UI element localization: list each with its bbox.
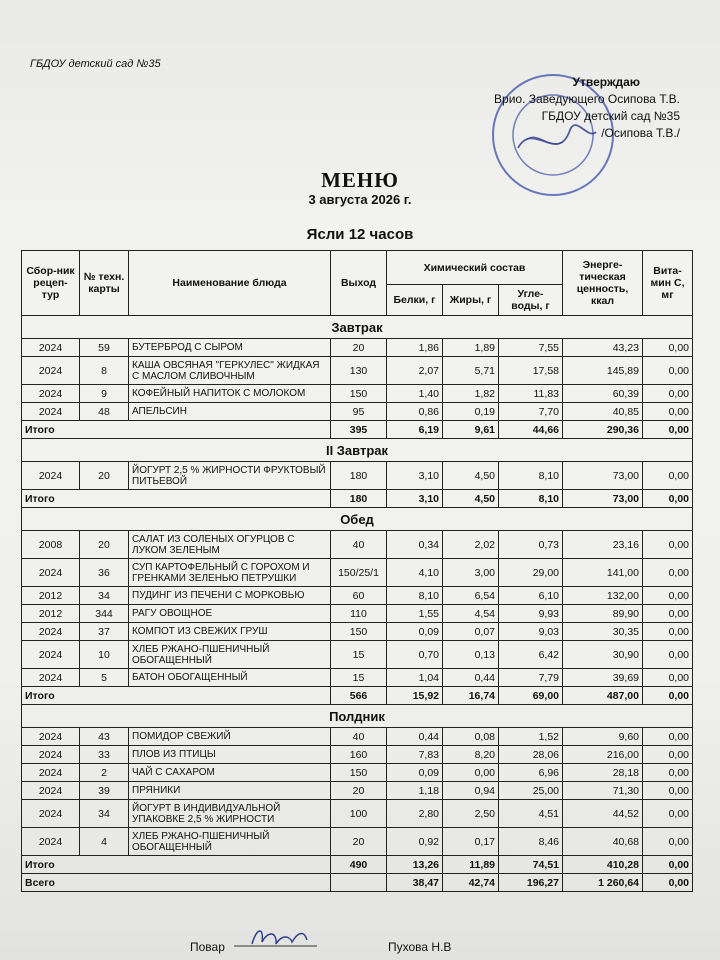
table-row xyxy=(22,728,693,746)
table-cell: 73,00 xyxy=(563,462,643,490)
table-cell: 0,00 xyxy=(643,559,693,587)
approval-line: /Осипова Т.В./ xyxy=(601,126,680,140)
table-cell: 29,00 xyxy=(499,559,563,587)
table-cell: 150/25/1 xyxy=(331,559,387,587)
total-cell: 490 xyxy=(331,856,387,874)
table-cell: 2024 xyxy=(22,782,80,800)
table-cell: 39 xyxy=(80,782,129,800)
col-energy: Энерге-тическая ценность, ккал xyxy=(563,251,643,316)
table-cell: 28,06 xyxy=(499,746,563,764)
table-cell: 2024 xyxy=(22,641,80,669)
table-cell: 4 xyxy=(80,828,129,856)
section-title: Завтрак xyxy=(22,316,693,339)
table-row xyxy=(22,782,693,800)
table-cell: 2,07 xyxy=(387,357,443,385)
table-row xyxy=(22,462,693,490)
approval-line: ГБДОУ детский сад №35 xyxy=(541,109,680,123)
table-cell: 0,09 xyxy=(387,764,443,782)
table-cell: 2024 xyxy=(22,385,80,403)
table-cell: ХЛЕБ РЖАНО-ПШЕНИЧНЫЙ ОБОГАЩЕННЫЙ xyxy=(129,828,331,856)
table-cell: 150 xyxy=(331,623,387,641)
total-cell: 0,00 xyxy=(643,687,693,705)
table-cell: 2,80 xyxy=(387,800,443,828)
total-cell: 44,66 xyxy=(499,421,563,439)
table-cell: 89,90 xyxy=(563,605,643,623)
table-cell: ПУДИНГ ИЗ ПЕЧЕНИ С МОРКОВЬЮ xyxy=(129,587,331,605)
table-cell: 2024 xyxy=(22,623,80,641)
approval-block xyxy=(420,74,680,142)
table-cell: 23,16 xyxy=(563,531,643,559)
table-cell: 2012 xyxy=(22,605,80,623)
total-cell: 11,89 xyxy=(443,856,499,874)
table-cell: 25,00 xyxy=(499,782,563,800)
table-cell: 7,55 xyxy=(499,339,563,357)
table-cell: 0,17 xyxy=(443,828,499,856)
table-cell: 0,00 xyxy=(643,462,693,490)
table-cell: 0,00 xyxy=(643,728,693,746)
table-cell: 9 xyxy=(80,385,129,403)
table-cell: 6,54 xyxy=(443,587,499,605)
table-cell: 17,58 xyxy=(499,357,563,385)
table-cell: 3,00 xyxy=(443,559,499,587)
total-cell: 16,74 xyxy=(443,687,499,705)
table-cell: 344 xyxy=(80,605,129,623)
table-cell: 2024 xyxy=(22,559,80,587)
table-cell: 5 xyxy=(80,669,129,687)
section-title: Обед xyxy=(22,508,693,531)
table-cell: 71,30 xyxy=(563,782,643,800)
table-cell: 1,04 xyxy=(387,669,443,687)
total-cell: 0,00 xyxy=(643,856,693,874)
table-cell: 0,44 xyxy=(387,728,443,746)
table-cell: 30,35 xyxy=(563,623,643,641)
table-cell: 141,00 xyxy=(563,559,643,587)
table-cell: 0,00 xyxy=(643,605,693,623)
table-cell: ЧАЙ С САХАРОМ xyxy=(129,764,331,782)
table-cell: 20 xyxy=(331,782,387,800)
total-cell: 487,00 xyxy=(563,687,643,705)
table-cell: 0,73 xyxy=(499,531,563,559)
page-title: МЕНЮ xyxy=(321,168,399,192)
table-cell: 40,85 xyxy=(563,403,643,421)
table-cell: 2024 xyxy=(22,339,80,357)
table-cell: 20 xyxy=(331,339,387,357)
col-collection: Сбор-ник рецеп-тур xyxy=(22,251,80,316)
table-cell: 0,00 xyxy=(643,357,693,385)
table-row xyxy=(22,764,693,782)
table-cell: 2,50 xyxy=(443,800,499,828)
total-cell: 15,92 xyxy=(387,687,443,705)
total-row xyxy=(22,490,693,508)
total-cell: 6,19 xyxy=(387,421,443,439)
table-cell: 3,10 xyxy=(387,462,443,490)
table-cell: ЙОГУРТ 2,5 % ЖИРНОСТИ ФРУКТОВЫЙ ПИТЬЕВОЙ xyxy=(129,462,331,490)
table-cell: 0,34 xyxy=(387,531,443,559)
table-cell: 0,00 xyxy=(643,782,693,800)
table-cell: 0,00 xyxy=(643,828,693,856)
group-name: Ясли 12 часов xyxy=(306,226,414,243)
table-cell: 2024 xyxy=(22,800,80,828)
table-cell: 2024 xyxy=(22,669,80,687)
table-cell: 2012 xyxy=(22,587,80,605)
cook-name: Пухова Н.В xyxy=(388,940,452,954)
table-cell: 0,00 xyxy=(643,623,693,641)
total-cell: 73,00 xyxy=(563,490,643,508)
approval-title: Утверждаю xyxy=(572,75,640,89)
table-cell: 10 xyxy=(80,641,129,669)
col-carb: Угле-воды, г xyxy=(499,285,563,316)
table-cell: 2,02 xyxy=(443,531,499,559)
table-cell: 20 xyxy=(331,828,387,856)
cook-role: Повар xyxy=(190,940,225,954)
table-cell: 43 xyxy=(80,728,129,746)
table-cell: 5,71 xyxy=(443,357,499,385)
table-row xyxy=(22,339,693,357)
table-cell: 7,83 xyxy=(387,746,443,764)
table-cell: КОМПОТ ИЗ СВЕЖИХ ГРУШ xyxy=(129,623,331,641)
section-header xyxy=(22,508,693,531)
table-cell: 7,70 xyxy=(499,403,563,421)
table-cell: 1,55 xyxy=(387,605,443,623)
table-cell: 0,92 xyxy=(387,828,443,856)
table-row xyxy=(22,605,693,623)
table-cell: 0,00 xyxy=(643,339,693,357)
table-cell: 4,10 xyxy=(387,559,443,587)
total-cell: 395 xyxy=(331,421,387,439)
section-header xyxy=(22,439,693,462)
col-fat: Жиры, г xyxy=(443,285,499,316)
table-cell: 2024 xyxy=(22,357,80,385)
table-cell: 9,93 xyxy=(499,605,563,623)
total-cell: 3,10 xyxy=(387,490,443,508)
table-cell: 100 xyxy=(331,800,387,828)
table-cell: 0,00 xyxy=(643,800,693,828)
table-cell: 0,00 xyxy=(643,764,693,782)
table-cell: 0,07 xyxy=(443,623,499,641)
table-cell: 60,39 xyxy=(563,385,643,403)
total-cell: 9,61 xyxy=(443,421,499,439)
table-cell: 39,69 xyxy=(563,669,643,687)
total-cell: 0,00 xyxy=(643,421,693,439)
table-cell: ХЛЕБ РЖАНО-ПШЕНИЧНЫЙ ОБОГАЩЕННЫЙ xyxy=(129,641,331,669)
table-cell: 0,00 xyxy=(643,746,693,764)
table-cell: 8,10 xyxy=(387,587,443,605)
total-cell: 13,26 xyxy=(387,856,443,874)
table-cell: 36 xyxy=(80,559,129,587)
table-cell: САЛАТ ИЗ СОЛЕНЫХ ОГУРЦОВ С ЛУКОМ ЗЕЛЕНЫМ xyxy=(129,531,331,559)
table-cell: 9,60 xyxy=(563,728,643,746)
table-cell: 0,86 xyxy=(387,403,443,421)
table-cell: 2024 xyxy=(22,764,80,782)
total-cell: 290,36 xyxy=(563,421,643,439)
total-cell: 8,10 xyxy=(499,490,563,508)
table-cell: 1,89 xyxy=(443,339,499,357)
table-cell: 40 xyxy=(331,531,387,559)
table-cell: 0,00 xyxy=(643,385,693,403)
table-cell: 180 xyxy=(331,462,387,490)
total-cell: 410,28 xyxy=(563,856,643,874)
section-title: II Завтрак xyxy=(22,439,693,462)
table-cell: СУП КАРТОФЕЛЬНЫЙ С ГОРОХОМ И ГРЕНКАМИ ЗЕЛЕНЬЮ ПЕТРУШКИ xyxy=(129,559,331,587)
table-cell: 15 xyxy=(331,641,387,669)
table-cell: 95 xyxy=(331,403,387,421)
table-row xyxy=(22,623,693,641)
table-cell: 48 xyxy=(80,403,129,421)
table-cell: 1,86 xyxy=(387,339,443,357)
table-cell: 8,20 xyxy=(443,746,499,764)
table-cell: КОФЕЙНЫЙ НАПИТОК С МОЛОКОМ xyxy=(129,385,331,403)
cook-signature xyxy=(232,922,322,952)
table-cell: 0,00 xyxy=(643,403,693,421)
table-cell: 216,00 xyxy=(563,746,643,764)
total-label: Итого xyxy=(22,421,331,439)
table-cell: 8,46 xyxy=(499,828,563,856)
table-cell: 150 xyxy=(331,385,387,403)
approval-line: Врио. Заведующего Осипова Т.В. xyxy=(494,92,680,106)
total-cell: 0,00 xyxy=(643,490,693,508)
grand-total-cell: 1 260,64 xyxy=(563,874,643,892)
table-cell: 37 xyxy=(80,623,129,641)
table-row xyxy=(22,357,693,385)
table-row xyxy=(22,828,693,856)
total-cell: 566 xyxy=(331,687,387,705)
table-row xyxy=(22,531,693,559)
table-cell: 2024 xyxy=(22,728,80,746)
table-row xyxy=(22,587,693,605)
table-row xyxy=(22,403,693,421)
total-label: Итого xyxy=(22,856,331,874)
table-cell: 20 xyxy=(80,531,129,559)
col-output: Выход xyxy=(331,251,387,316)
table-cell: 59 xyxy=(80,339,129,357)
col-dish: Наименование блюда xyxy=(129,251,331,316)
total-row xyxy=(22,856,693,874)
table-cell: 4,54 xyxy=(443,605,499,623)
menu-date: 3 августа 2026 г. xyxy=(308,192,412,207)
table-cell: ЙОГУРТ В ИНДИВИДУАЛЬНОЙ УПАКОВКЕ 2,5 % ЖИРНОСТИ xyxy=(129,800,331,828)
grand-total-cell: 0,00 xyxy=(643,874,693,892)
total-cell: 180 xyxy=(331,490,387,508)
table-row xyxy=(22,746,693,764)
table-cell: 2024 xyxy=(22,828,80,856)
table-cell: 33 xyxy=(80,746,129,764)
table-cell: 28,18 xyxy=(563,764,643,782)
table-cell: 4,50 xyxy=(443,462,499,490)
table-row xyxy=(22,559,693,587)
table-cell: 0,00 xyxy=(643,641,693,669)
table-cell: 6,96 xyxy=(499,764,563,782)
table-cell: 30,90 xyxy=(563,641,643,669)
table-cell: 0,44 xyxy=(443,669,499,687)
table-cell: 40 xyxy=(331,728,387,746)
table-cell: 43,23 xyxy=(563,339,643,357)
table-cell: 1,52 xyxy=(499,728,563,746)
table-cell: 2 xyxy=(80,764,129,782)
table-row xyxy=(22,385,693,403)
table-cell: 34 xyxy=(80,800,129,828)
table-cell: 2024 xyxy=(22,746,80,764)
table-cell: ПОМИДОР СВЕЖИЙ xyxy=(129,728,331,746)
table-row xyxy=(22,669,693,687)
grand-total-cell xyxy=(331,874,387,892)
table-cell: 0,00 xyxy=(643,587,693,605)
total-label: Итого xyxy=(22,490,331,508)
section-header xyxy=(22,316,693,339)
table-cell: 6,42 xyxy=(499,641,563,669)
table-cell: РАГУ ОВОЩНОЕ xyxy=(129,605,331,623)
table-cell: 34 xyxy=(80,587,129,605)
table-cell: 60 xyxy=(331,587,387,605)
total-label: Итого xyxy=(22,687,331,705)
total-cell: 4,50 xyxy=(443,490,499,508)
col-chem: Химический состав xyxy=(387,251,563,285)
table-cell: КАША ОВСЯНАЯ "ГЕРКУЛЕС" ЖИДКАЯ С МАСЛОМ СЛИВОЧНЫМ xyxy=(129,357,331,385)
table-cell: ПЛОВ ИЗ ПТИЦЫ xyxy=(129,746,331,764)
table-cell: 2024 xyxy=(22,462,80,490)
table-cell: 130 xyxy=(331,357,387,385)
table-cell: 44,52 xyxy=(563,800,643,828)
table-cell: 0,00 xyxy=(643,669,693,687)
table-row xyxy=(22,641,693,669)
table-cell: 0,94 xyxy=(443,782,499,800)
table-cell: БУТЕРБРОД С СЫРОМ xyxy=(129,339,331,357)
table-cell: 132,00 xyxy=(563,587,643,605)
table-cell: 0,09 xyxy=(387,623,443,641)
col-vitamin: Вита-мин С, мг xyxy=(643,251,693,316)
table-cell: 0,70 xyxy=(387,641,443,669)
table-cell: ПРЯНИКИ xyxy=(129,782,331,800)
table-cell: 11,83 xyxy=(499,385,563,403)
section-header xyxy=(22,705,693,728)
table-cell: 0,13 xyxy=(443,641,499,669)
table-cell: АПЕЛЬСИН xyxy=(129,403,331,421)
table-cell: БАТОН ОБОГАЩЕННЫЙ xyxy=(129,669,331,687)
table-cell: 1,40 xyxy=(387,385,443,403)
table-cell: 8 xyxy=(80,357,129,385)
grand-total-cell: 38,47 xyxy=(387,874,443,892)
table-cell: 0,00 xyxy=(443,764,499,782)
grand-total-cell: 196,27 xyxy=(499,874,563,892)
menu-table xyxy=(21,250,693,892)
total-cell: 69,00 xyxy=(499,687,563,705)
section-title: Полдник xyxy=(22,705,693,728)
total-row xyxy=(22,687,693,705)
table-cell: 0,00 xyxy=(643,531,693,559)
table-cell: 2024 xyxy=(22,403,80,421)
total-cell: 74,51 xyxy=(499,856,563,874)
table-cell: 145,89 xyxy=(563,357,643,385)
table-cell: 1,82 xyxy=(443,385,499,403)
table-row xyxy=(22,800,693,828)
table-cell: 20 xyxy=(80,462,129,490)
table-cell: 40,68 xyxy=(563,828,643,856)
table-cell: 160 xyxy=(331,746,387,764)
table-cell: 7,79 xyxy=(499,669,563,687)
table-cell: 110 xyxy=(331,605,387,623)
table-cell: 6,10 xyxy=(499,587,563,605)
grand-total-label: Всего xyxy=(22,874,331,892)
table-cell: 8,10 xyxy=(499,462,563,490)
table-cell: 150 xyxy=(331,764,387,782)
table-cell: 0,08 xyxy=(443,728,499,746)
organization-name: ГБДОУ детский сад №35 xyxy=(30,58,161,70)
table-cell: 1,18 xyxy=(387,782,443,800)
table-cell: 9,03 xyxy=(499,623,563,641)
grand-total-row xyxy=(22,874,693,892)
col-card: № техн. карты xyxy=(80,251,129,316)
grand-total-cell: 42,74 xyxy=(443,874,499,892)
table-cell: 2008 xyxy=(22,531,80,559)
table-cell: 15 xyxy=(331,669,387,687)
table-cell: 4,51 xyxy=(499,800,563,828)
col-protein: Белки, г xyxy=(387,285,443,316)
total-row xyxy=(22,421,693,439)
table-cell: 0,19 xyxy=(443,403,499,421)
